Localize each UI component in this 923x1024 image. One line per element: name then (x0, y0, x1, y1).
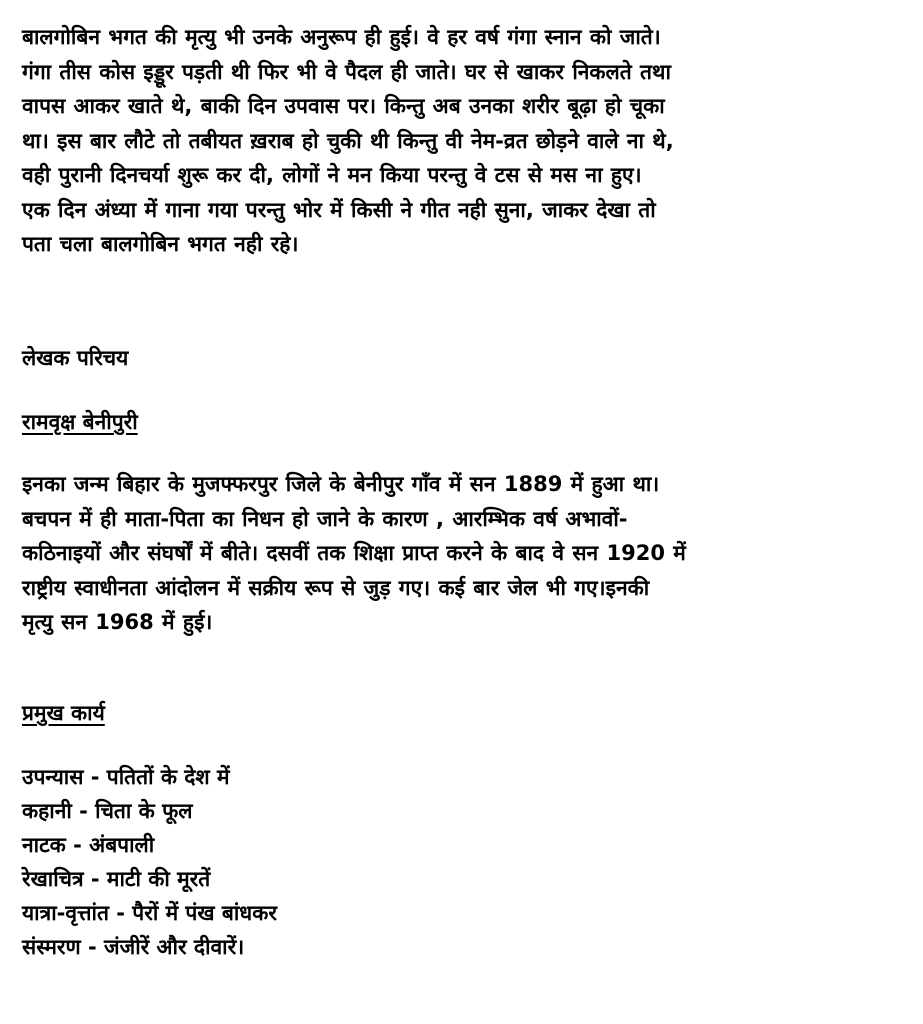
works-list-item: यात्रा-वृत्तांत - पैरों में पंख बांधकर (22, 901, 277, 925)
works-list-item: उपन्यास - पतितों के देश में (22, 765, 230, 789)
intro-paragraph (22, 20, 674, 262)
bio-line-2: बचपन में ही माता-पिता का निधन हो जाने के कारण , आरम्भिक वर्ष अभावों- (22, 506, 628, 531)
intro-line-3: वापस आकर खाते थे, बाकी दिन उपवास पर। किन्तु अब उनका शरीर बूढ़ा हो चूका (22, 94, 665, 118)
bio-line-1: इनका जन्म बिहार के मुजफ्फरपुर जिले के बेनीपुर गाँव में सन 1889 में हुआ था। (22, 472, 660, 496)
author-bio-paragraph (22, 467, 686, 640)
bio-line-4: राष्ट्रीय स्वाधीनता आंदोलन में सक्रीय रूप से जुड़ गए। कई बार जेल भी गए।इनकी (22, 575, 650, 600)
intro-line-7: पता चला बालगोबिन भगत नही रहे। (22, 232, 299, 256)
intro-line-5: वही पुरानी दिनचर्या शुरू कर दी, लोगों ने मन किया परन्तु वे टस से मस ना हुए। (22, 163, 642, 187)
bio-line-5: मृत्यु सन 1968 में हुई। (22, 610, 213, 634)
intro-line-2: गंगा तीस कोस इड्डूर पड़ती थी फिर भी वे पैदल ही जाते। घर से खाकर निकलते तथा (22, 59, 671, 84)
intro-line-1: बालगोबिन भगत की मृत्यु भी उनके अनुरूप ही हुई। वे हर वर्ष गंगा स्नान को जाते। (22, 25, 661, 49)
bio-line-3: कठिनाइयों और संघर्षों में बीते। दसवीं तक शिक्षा प्राप्त करने के बाद वे सन 1920 में (22, 541, 686, 565)
major-works-heading: प्रमुख कार्य (22, 701, 105, 725)
major-works-list (22, 760, 277, 964)
works-list-item: कहानी - चिता के फूल (22, 799, 193, 823)
works-list-item: संस्मरण - जंजीरें और दीवारें। (22, 935, 245, 959)
author-intro-heading: लेखक परिचय (22, 346, 129, 370)
works-list-item: नाटक - अंबपाली (22, 833, 155, 857)
author-name-heading: रामवृक्ष बेनीपुरी (22, 410, 138, 434)
intro-line-6: एक दिन अंध्या में गाना गया परन्तु भोर में किसी ने गीत नही सुना, जाकर देखा तो (22, 197, 656, 222)
works-list-item: रेखाचित्र - माटी की मूरतें (22, 867, 211, 891)
intro-line-4: था। इस बार लौटे तो तबीयत ख़राब हो चुकी थी किन्तु वी नेम-व्रत छोड़ने वाले ना थे, (22, 128, 674, 153)
